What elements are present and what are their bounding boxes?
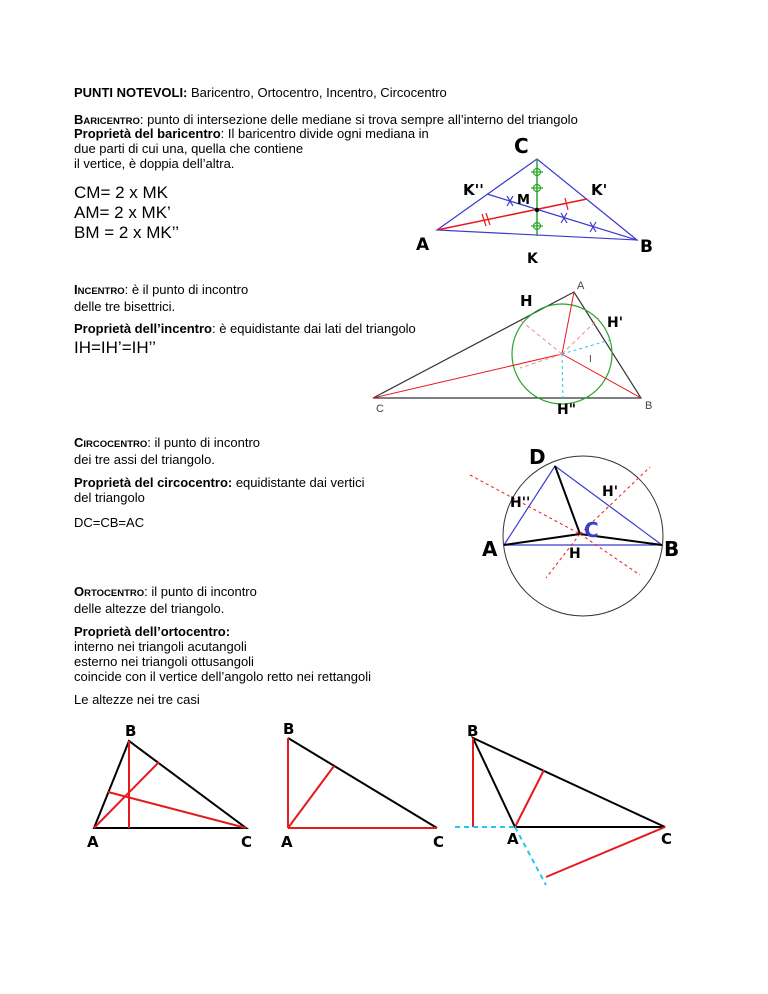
circocentro-equation: DC=CB=AC xyxy=(74,515,145,530)
circocentro-term-rest: IRCOCENTRO xyxy=(83,439,148,450)
label-k: K xyxy=(527,251,538,267)
circocentro-desc1: : il punto di incontro xyxy=(147,435,260,450)
label-c: C xyxy=(514,134,529,158)
incentro-prop-bold: Proprietà dell’incentro xyxy=(74,321,212,336)
fig2-label-a: A xyxy=(281,833,293,851)
incentro-term-first: I xyxy=(74,282,78,297)
baricentro-term-rest: ARICENTRO xyxy=(83,116,140,127)
ortocentro-term-rest: RTOCENTRO xyxy=(84,588,145,599)
label-h1: H' xyxy=(607,315,624,331)
label-b: B xyxy=(640,237,653,257)
title-rest: Baricentro, Ortocentro, Incentro, Circocentro xyxy=(187,85,447,100)
label-c: C xyxy=(584,518,599,542)
ortocentro-desc2: delle altezze del triangolo. xyxy=(74,601,225,616)
baricentro-eq3: BM = 2 x MK’’ xyxy=(74,223,180,242)
right-triangle xyxy=(281,720,444,851)
ortocentro-desc1: : il punto di incontro xyxy=(144,584,257,599)
circocentro-term-first: C xyxy=(74,435,84,450)
circocentro-desc2: dei tre assi del triangolo. xyxy=(74,452,215,467)
label-h2: H'' xyxy=(510,495,531,511)
label-a: A xyxy=(416,235,430,255)
incentro-desc1: : è il punto di incontro xyxy=(124,282,249,297)
label-b: B xyxy=(664,537,680,561)
fig1-label-a: A xyxy=(87,833,99,851)
ortocentro-line1: interno nei triangoli acutangoli xyxy=(74,639,247,654)
baricentro-prop-line2: due parti di cui una, quella che contiene xyxy=(74,141,304,156)
ortocentro-line3: coincide con il vertice dell’angolo retto nei rettangoli xyxy=(74,669,372,684)
circocentro-prop-bold: Proprietà del circocentro: xyxy=(74,475,233,490)
fig2-label-b: B xyxy=(283,720,295,738)
label-d: D xyxy=(529,445,546,469)
fig1-label-c: C xyxy=(241,833,253,851)
label-h1: H' xyxy=(602,484,619,500)
label-h2: H" xyxy=(557,402,577,418)
circocentro-prop-line2: del triangolo xyxy=(74,490,145,505)
label-m: M xyxy=(517,193,530,208)
label-a: A xyxy=(577,280,585,292)
label-i: I xyxy=(589,354,592,365)
fig3-label-b: B xyxy=(467,722,479,740)
label-a: A xyxy=(482,537,498,561)
label-k1: K' xyxy=(591,181,608,199)
label-k2: K'' xyxy=(463,181,484,199)
ortocentro-line2: esterno nei triangoli ottusangoli xyxy=(74,654,254,669)
acute-triangle xyxy=(87,722,252,851)
baricentro-eq1: CM= 2 x MK xyxy=(74,183,168,202)
baricentro-prop-line3: il vertice, è doppia dell’altra. xyxy=(74,156,235,171)
title-bold: PUNTI NOTEVOLI: xyxy=(74,85,188,100)
incentro-term-rest: NCENTRO xyxy=(77,286,125,297)
incentro-desc2: delle tre bisettrici. xyxy=(74,299,176,314)
fig3-label-c: C xyxy=(661,830,673,848)
ortocentro-casi: Le altezze nei tre casi xyxy=(74,692,200,707)
ortocentro-prop-bold: Proprietà dell’ortocentro: xyxy=(74,624,231,639)
label-h: H xyxy=(520,292,533,310)
circocentro-prop-rest: equidistante dai vertici xyxy=(232,475,365,490)
fig1-label-b: B xyxy=(125,722,137,740)
incentro-equation: IH=IH’=IH’’ xyxy=(74,338,156,357)
incentro-prop-rest: : è equidistante dai lati del triangolo xyxy=(211,321,416,336)
baricentro-desc: : punto di intersezione delle mediane si trova sempre all’interno del triangolo xyxy=(139,112,578,127)
baricentro-prop-line1: : Il baricentro divide ogni mediana in xyxy=(220,126,429,141)
baricentro-prop-bold: Proprietà del baricentro xyxy=(74,126,221,141)
obtuse-triangle xyxy=(455,722,672,885)
label-c: C xyxy=(376,403,384,415)
baricentro-eq2: AM= 2 x MK’ xyxy=(74,203,171,222)
baricentro-term-first: B xyxy=(74,112,84,127)
label-h: H xyxy=(569,546,581,562)
fig2-label-c: C xyxy=(433,833,445,851)
ortocentro-term-first: O xyxy=(74,584,85,599)
label-b: B xyxy=(645,400,653,412)
fig3-label-a: A xyxy=(507,830,519,848)
